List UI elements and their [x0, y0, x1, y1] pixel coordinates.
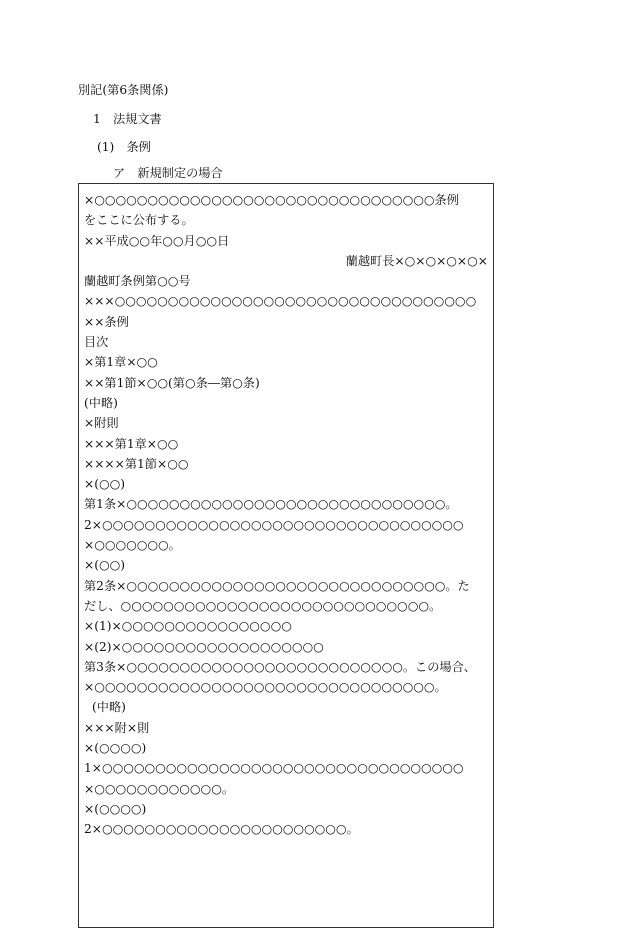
template-line: (中略): [92, 700, 126, 715]
template-lines: [84, 190, 488, 840]
subsection-heading: (1) 条例: [97, 140, 151, 154]
template-line: ×○○○○○○○○○○○○。: [84, 781, 235, 796]
template-line: ×○○○○○○○○○○○○○○○○○○○○○○○○○○○○○○○○条例: [84, 193, 459, 207]
template-line: ×○○○○○○○○○○○○○○○○○○○○○○○○○○○○○○○○。: [84, 680, 447, 695]
ordinance-title: ××条例: [84, 314, 129, 329]
ordinance-number: 蘭越町条例第○○号: [84, 274, 191, 289]
template-line: (中略): [84, 395, 118, 410]
template-line: ×○○○○○○○。: [84, 538, 181, 553]
template-line: ×(2)×○○○○○○○○○○○○○○○○○○○: [84, 639, 324, 654]
ordinance-template-box: [78, 183, 494, 928]
item-heading: ア 新規制定の場合: [113, 166, 223, 180]
template-line: をここに公布する。: [84, 213, 194, 228]
template-line: 2×○○○○○○○○○○○○○○○○○○○○○○○。: [84, 822, 359, 837]
supplementary-provisions: ×××附×則: [84, 720, 150, 735]
template-line: ×(○○○○): [84, 741, 147, 756]
table-of-contents-label: 目次: [84, 335, 109, 350]
template-line: ×(○○○○): [84, 801, 147, 816]
mayor-signature-line: 蘭越町長×○×○×○×○×: [345, 253, 488, 268]
template-line: ×(○○): [84, 558, 125, 573]
template-line: ×(1)×○○○○○○○○○○○○○○○○: [84, 619, 292, 634]
template-line: だし、○○○○○○○○○○○○○○○○○○○○○○○○○○○○○。: [84, 598, 442, 613]
section-heading: 1 法規文書: [93, 112, 162, 126]
template-line: ××××第1節×○○: [84, 456, 189, 471]
promulgation-date: ××平成○○年○○月○○日: [84, 233, 230, 248]
template-line: ×××○○○○○○○○○○○○○○○○○○○○○○○○○○○○○○○○○○: [84, 294, 477, 309]
article-line: 第3条×○○○○○○○○○○○○○○○○○○○○○○○○○○。この場合、: [84, 659, 476, 674]
template-line: ××第1節×○○(第○条―第○条): [84, 375, 260, 390]
article-line: 第2条×○○○○○○○○○○○○○○○○○○○○○○○○○○○○○○。た: [84, 578, 470, 593]
template-line: ×第1章×○○: [84, 355, 158, 370]
template-line: ×附則: [84, 416, 119, 431]
template-line: ×××第1章×○○: [84, 436, 179, 451]
template-line: 1×○○○○○○○○○○○○○○○○○○○○○○○○○○○○○○○○○○: [84, 761, 464, 776]
article-line: 第1条×○○○○○○○○○○○○○○○○○○○○○○○○○○○○○○。: [84, 497, 458, 512]
template-line: ×(○○): [84, 477, 125, 492]
appendix-heading: 別記(第6条関係): [78, 83, 169, 97]
template-line: 2×○○○○○○○○○○○○○○○○○○○○○○○○○○○○○○○○○○: [84, 517, 464, 532]
